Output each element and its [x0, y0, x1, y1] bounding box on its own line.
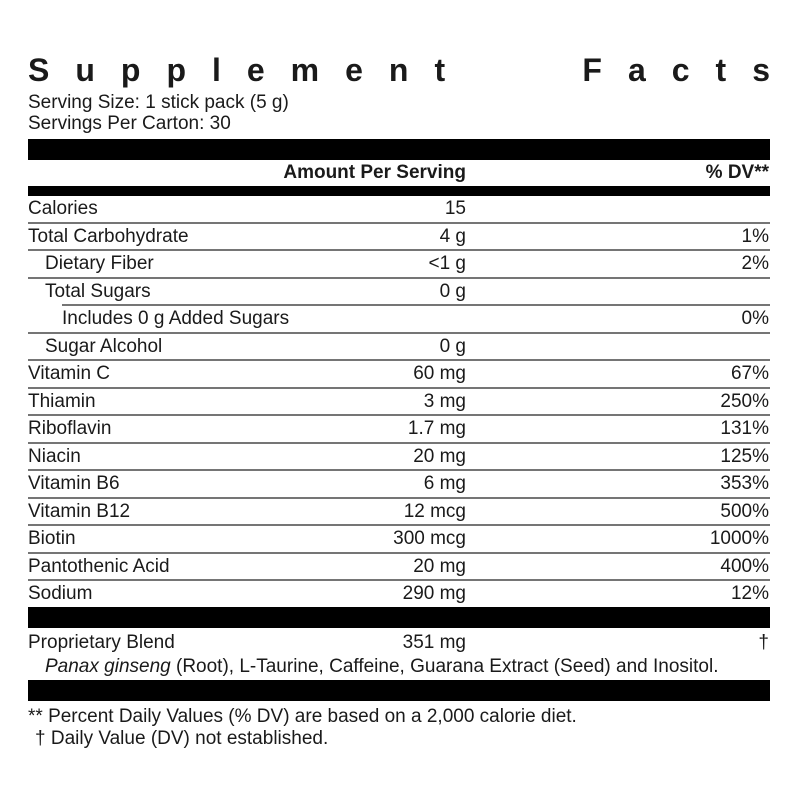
amount-per-serving-header: Amount Per Serving: [283, 162, 466, 183]
proprietary-blend-amount: 351 mg: [402, 631, 466, 653]
nutrient-row: [28, 416, 770, 442]
nutrient-dv: 125%: [720, 445, 769, 467]
nutrient-amount: 20 mg: [413, 445, 466, 467]
nutrient-dv: 250%: [720, 390, 769, 412]
proprietary-blend-name: Proprietary Blend: [28, 631, 175, 653]
nutrient-name: Includes 0 g Added Sugars: [62, 308, 290, 329]
nutrient-row: [28, 251, 770, 277]
proprietary-blend-dv-dagger: †: [758, 631, 769, 653]
percent-dv-header: % DV**: [705, 162, 769, 183]
nutrient-amount: 15: [444, 198, 466, 219]
footnote-daily-value: † Daily Value (DV) not established.: [35, 728, 329, 749]
nutrient-dv: 353%: [720, 473, 769, 494]
section-divider-bar-sodium: [28, 607, 770, 628]
nutrient-name: Vitamin B12: [28, 500, 131, 522]
nutrient-name: Sodium: [28, 583, 93, 604]
nutrient-dv: 12%: [730, 583, 769, 604]
nutrient-amount: <1 g: [428, 253, 466, 274]
nutrient-amount: 1.7 mg: [407, 418, 466, 439]
nutrient-name: Thiamin: [28, 390, 96, 412]
nutrient-name: Vitamin C: [28, 363, 111, 384]
label-title: [28, 52, 796, 88]
supplement-facts-label: [28, 0, 796, 751]
proprietary-ingredients: [28, 656, 770, 677]
nutrient-amount: 300 mcg: [393, 528, 466, 549]
nutrient-amount: 12 mcg: [403, 500, 466, 522]
nutrient-amount: 3 mg: [423, 390, 466, 412]
nutrient-name: Dietary Fiber: [45, 253, 154, 274]
footnotes-block: [28, 706, 770, 751]
nutrient-name: Sugar Alcohol: [45, 335, 163, 357]
nutrient-name: Total Sugars: [45, 280, 151, 302]
nutrient-amount: 290 mg: [402, 583, 466, 604]
nutrient-amount: 20 mg: [413, 555, 466, 577]
nutrient-amount: 60 mg: [413, 363, 466, 384]
nutrient-amount: 0 g: [439, 335, 466, 357]
nutrient-dv: 500%: [720, 500, 769, 522]
nutrient-row: [28, 334, 770, 360]
nutrient-name: Pantothenic Acid: [28, 555, 170, 577]
nutrient-dv: 400%: [720, 555, 769, 577]
nutrient-dv: 0%: [741, 308, 769, 329]
section-divider-bar-bottom: [28, 680, 770, 701]
nutrient-dv: 67%: [730, 363, 769, 384]
nutrient-row: [28, 361, 770, 387]
nutrient-row: [28, 224, 770, 250]
nutrient-row: [28, 581, 770, 607]
nutrient-dv: 1000%: [709, 528, 769, 549]
nutrient-row: [28, 526, 770, 552]
nutrient-row: [28, 306, 770, 332]
ingredient-list: (Root), L-Taurine, Caffeine, Guarana Extract (Seed) and Inositol.: [170, 655, 719, 677]
nutrient-row: [28, 389, 770, 415]
nutrient-row: [28, 499, 770, 525]
table-column-header: [28, 160, 770, 186]
ingredient-latin-name: Panax ginseng: [45, 655, 171, 677]
nutrient-amount: 4 g: [439, 225, 466, 247]
nutrient-dv: 1%: [741, 225, 769, 247]
nutrient-table: [28, 196, 770, 607]
nutrient-row: [28, 279, 770, 305]
proprietary-blend-row: [28, 630, 770, 656]
nutrient-name: Total Carbohydrate: [28, 225, 189, 247]
serving-size-text: Serving Size: 1 stick pack (5 g): [28, 92, 289, 113]
nutrient-row: [28, 444, 770, 470]
nutrient-name: Vitamin B6: [28, 473, 120, 494]
nutrient-name: Biotin: [28, 528, 76, 549]
nutrient-row: [28, 471, 770, 497]
nutrient-row: [28, 554, 770, 580]
nutrient-amount: 6 mg: [423, 473, 466, 494]
nutrient-name: Calories: [28, 198, 98, 219]
section-divider-bar-top: [28, 139, 770, 160]
title-word-supplement: Supplement: [28, 52, 472, 88]
servings-per-carton-text: Servings Per Carton: 30: [28, 113, 231, 134]
nutrient-name: Niacin: [28, 445, 81, 467]
nutrient-dv: 2%: [741, 253, 769, 274]
title-word-facts: Facts: [582, 52, 796, 88]
nutrient-amount: 0 g: [439, 280, 466, 302]
footnote-percent-dv: ** Percent Daily Values (% DV) are based on a 2,000 calorie diet.: [28, 705, 577, 727]
section-divider-bar-header: [28, 186, 770, 196]
nutrient-row: [28, 196, 770, 222]
nutrient-dv: 131%: [720, 418, 769, 439]
nutrient-name: Riboflavin: [28, 418, 112, 439]
